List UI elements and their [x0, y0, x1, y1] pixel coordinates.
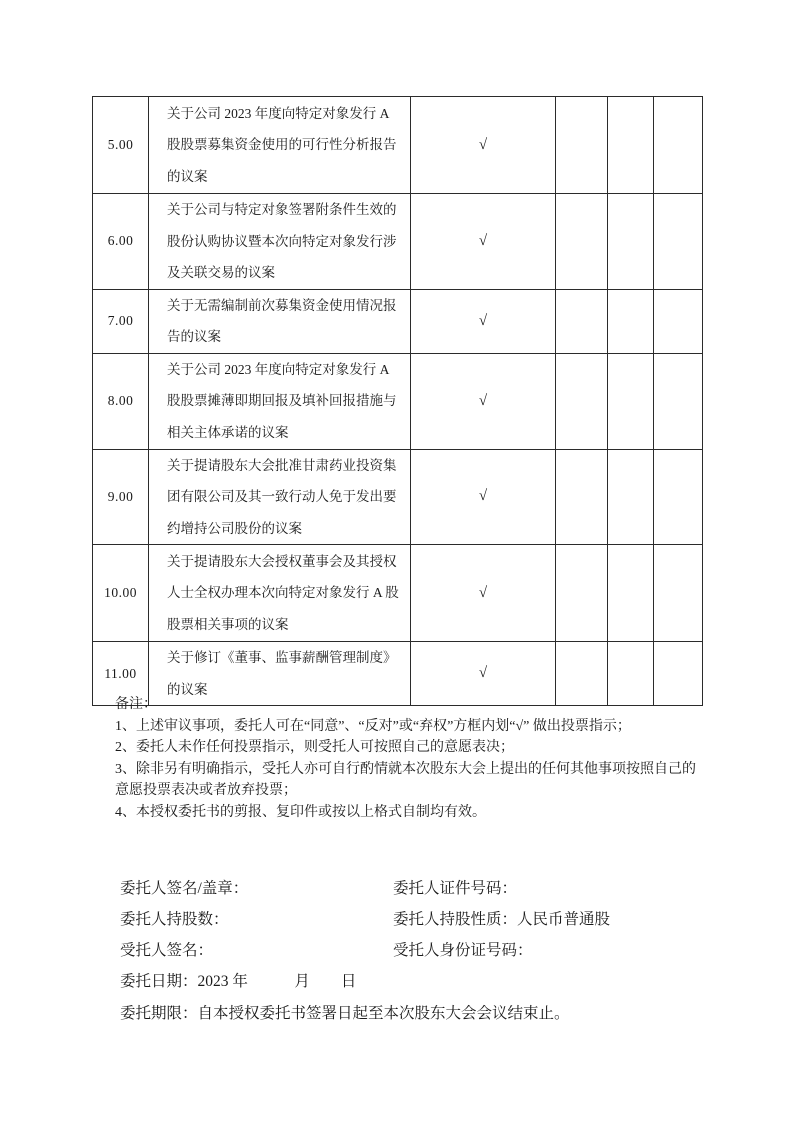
trustee-signature-label: 受托人签名： — [120, 942, 214, 959]
blank-cell — [556, 289, 608, 353]
blank-cell — [556, 449, 608, 545]
principal-shares-label: 委托人持股数： — [120, 911, 229, 928]
vote-check-cell: √ — [411, 449, 556, 545]
proposal-description: 关于修订《董事、监事薪酬管理制度》的议案 — [149, 642, 411, 706]
table-row — [93, 449, 703, 545]
proposal-description: 关于公司 2023 年度向特定对象发行 A 股股票募集资金使用的可行性分析报告的议案 — [149, 97, 411, 194]
proposal-table — [92, 96, 703, 706]
blank-cell — [654, 194, 703, 290]
blank-cell — [608, 353, 654, 449]
entrust-period-line: 委托期限：自本授权委托书签署日起至本次股东大会会议结束止。 — [120, 1005, 570, 1022]
blank-cell — [654, 289, 703, 353]
proposal-number: 10.00 — [93, 545, 149, 642]
proposal-number: 9.00 — [93, 449, 149, 545]
proposal-description: 关于提请股东大会批准甘肃药业投资集团有限公司及其一致行动人免于发出要约增持公司股份的议案 — [149, 449, 411, 545]
blank-cell — [654, 97, 703, 194]
blank-cell — [608, 545, 654, 642]
proposal-number: 6.00 — [93, 194, 149, 290]
blank-cell — [608, 97, 654, 194]
proposal-number: 11.00 — [93, 642, 149, 706]
entrust-date-line: 委托日期：2023 年 月 日 — [120, 973, 357, 990]
principal-id-label: 委托人证件号码： — [393, 880, 518, 897]
vote-check-cell: √ — [411, 353, 556, 449]
blank-cell — [556, 545, 608, 642]
proposal-number: 8.00 — [93, 353, 149, 449]
proposal-description: 关于提请股东大会授权董事会及其授权人士全权办理本次向特定对象发行 A 股股票相关事项的议案 — [149, 545, 411, 642]
principal-share-type — [393, 907, 610, 929]
proposal-description: 关于公司 2023 年度向特定对象发行 A 股股票摊薄即期回报及填补回报措施与相关主体承诺的议案 — [149, 353, 411, 449]
table-row — [93, 289, 703, 353]
vote-check-cell: √ — [411, 642, 556, 706]
blank-cell — [556, 194, 608, 290]
share-type-label: 委托人持股性质： — [393, 911, 518, 928]
vote-check-cell: √ — [411, 194, 556, 290]
proposal-description: 关于公司与特定对象签署附条件生效的股份认购协议暨本次向特定对象发行涉及关联交易的议案 — [149, 194, 411, 290]
vote-check-cell: √ — [411, 289, 556, 353]
share-type-value: 人民币普通股 — [517, 911, 611, 928]
note-item: 3、除非另有明确指示，受托人亦可自行酌情就本次股东大会上提出的任何其他事项按照自己的意愿投票表决或者放弃投票； — [115, 761, 696, 799]
notes-section — [115, 694, 701, 824]
table-row — [93, 194, 703, 290]
blank-cell — [608, 289, 654, 353]
table-row — [93, 97, 703, 194]
note-item: 1、上述审议事项，委托人可在“同意”、“反对”或“弃权”方框内划“√” 做出投票指示； — [115, 718, 631, 734]
blank-cell — [556, 353, 608, 449]
blank-cell — [654, 353, 703, 449]
table-row — [93, 545, 703, 642]
notes-title: 备注： — [115, 697, 157, 712]
table-row — [93, 353, 703, 449]
note-item: 2、委托人未作任何投票指示，则受托人可按照自己的意愿表决； — [115, 740, 514, 756]
proposal-number: 7.00 — [93, 289, 149, 353]
vote-check-cell: √ — [411, 545, 556, 642]
note-item: 4、本授权委托书的剪报、复印件或按以上格式自制均有效。 — [115, 804, 486, 820]
vote-check-cell: √ — [411, 97, 556, 194]
principal-signature-label: 委托人签名/盖章： — [120, 880, 249, 897]
proposal-number: 5.00 — [93, 97, 149, 194]
trustee-id-label: 受托人身份证号码： — [393, 942, 533, 959]
blank-cell — [608, 449, 654, 545]
blank-cell — [654, 449, 703, 545]
blank-cell — [556, 97, 608, 194]
blank-cell — [608, 194, 654, 290]
proposal-description: 关于无需编制前次募集资金使用情况报告的议案 — [149, 289, 411, 353]
blank-cell — [654, 545, 703, 642]
